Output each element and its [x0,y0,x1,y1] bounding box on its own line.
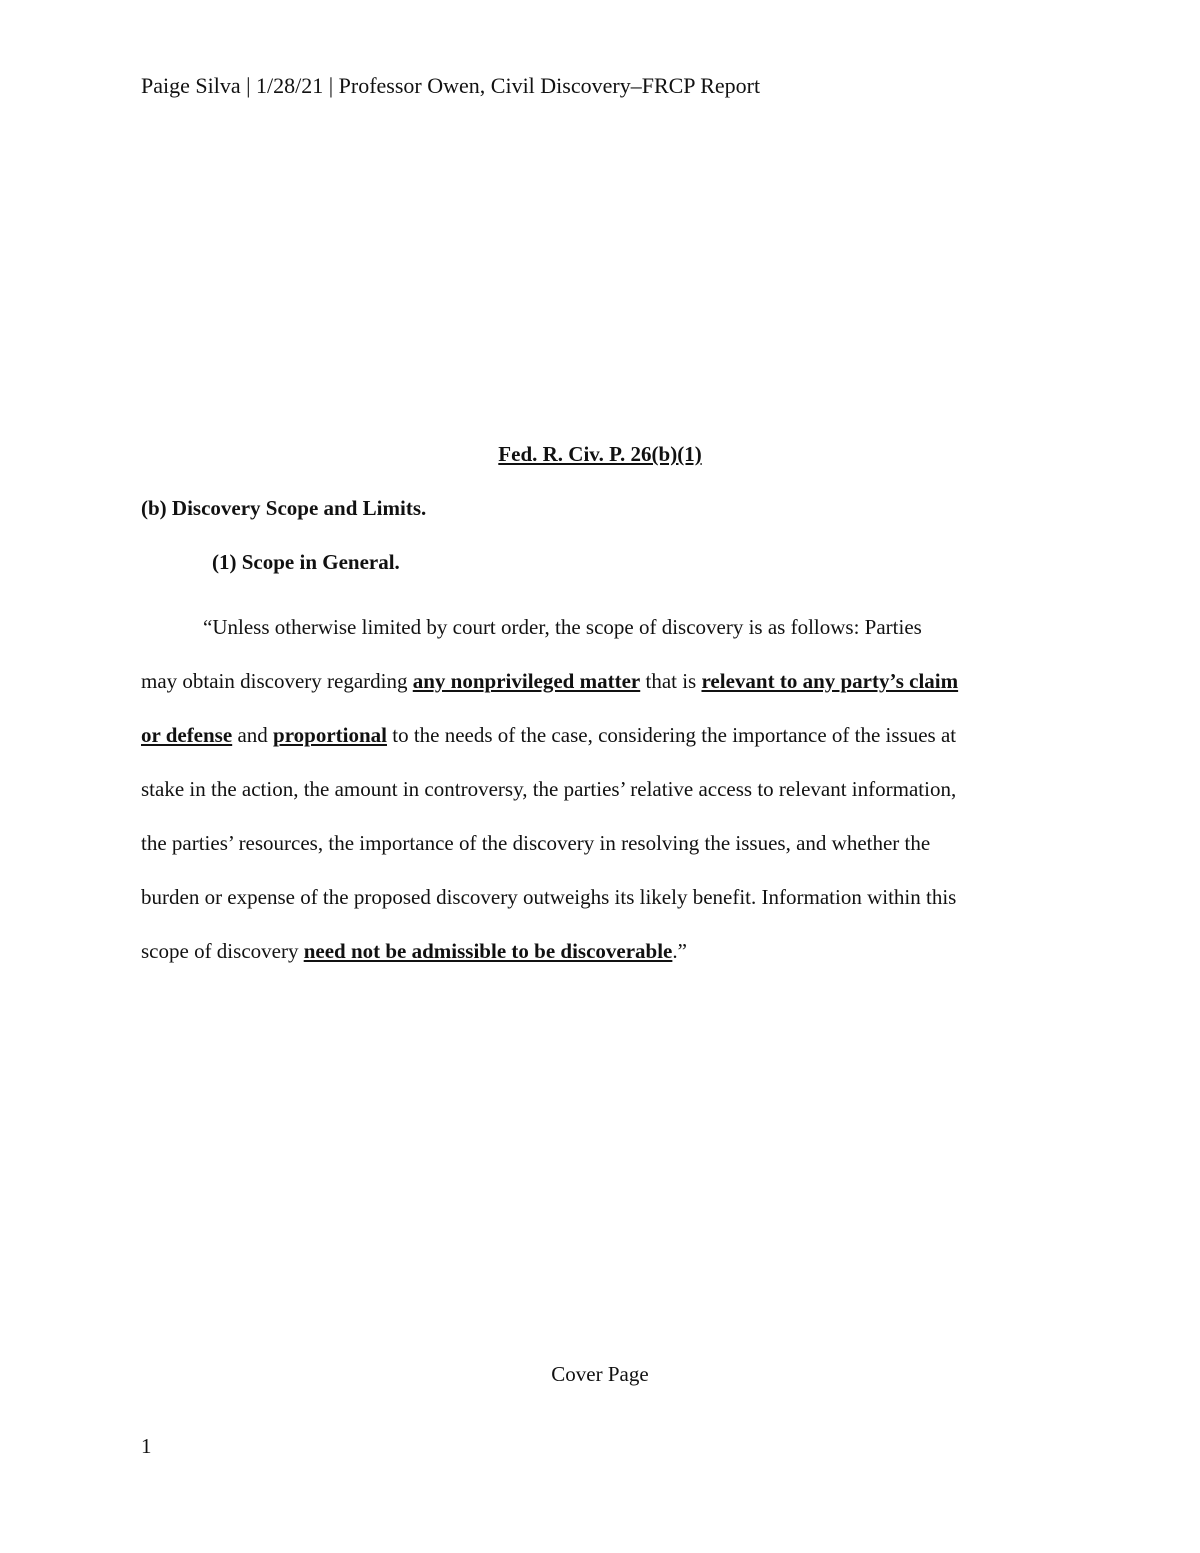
paragraph-line-7 [141,924,1061,978]
paragraph-line-5 [141,816,1061,870]
rule-quote-paragraph [141,600,1061,978]
text-run: scope of discovery [141,939,304,963]
text-run: and [232,723,274,747]
text-run: stake in the action, the amount in controversy, the parties’ relative access to relevant information, [141,777,957,801]
paragraph-line-1 [141,600,1061,654]
emphasis-proportional: proportional [273,723,387,747]
text-run: burden or expense of the proposed discovery outweighs its likely benefit. Information within this [141,885,957,909]
running-header: Paige Silva | 1/28/21 | Professor Owen, Civil Discovery–FRCP Report [141,73,761,98]
emphasis-relevant-claim: relevant to any party’s claim [701,669,959,693]
paragraph-line-3 [141,708,1061,762]
text-run: to the needs of the case, considering the importance of the issues at [386,723,957,747]
section-heading-b: (b) Discovery Scope and Limits. [141,496,427,520]
paragraph-line-6 [141,870,1061,924]
text-run: may obtain discovery regarding [141,669,413,693]
text-run: “Unless otherwise limited by court order, the scope of discovery is as follows: Parties [203,615,922,639]
subsection-heading-1: (1) Scope in General. [212,550,400,574]
emphasis-nonprivileged-matter: any nonprivileged matter [412,669,641,693]
page-number: 1 [141,1434,152,1458]
text-run: that is [640,669,702,693]
text-run: the parties’ resources, the importance of the discovery in resolving the issues, and whether the [141,831,931,855]
text-run: .” [672,939,687,963]
emphasis-or-defense: or defense [141,723,233,747]
rule-title: Fed. R. Civ. P. 26(b)(1) [498,442,702,466]
emphasis-not-admissible: need not be admissible to be discoverable [303,939,673,963]
paragraph-line-2 [141,654,1061,708]
paragraph-line-4 [141,762,1061,816]
footer-cover-page-label: Cover Page [551,1362,649,1386]
